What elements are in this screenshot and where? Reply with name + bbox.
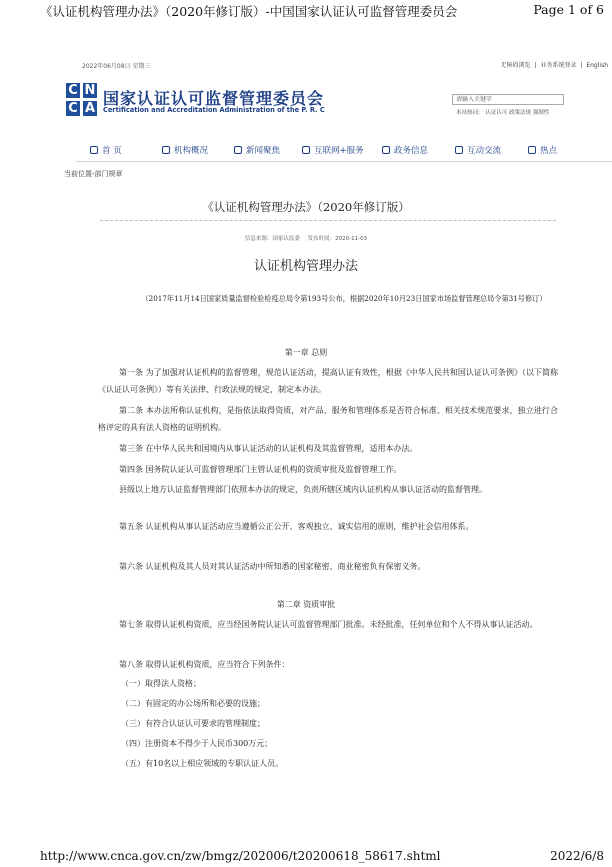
chapter-heading: 第一章 总则 (284, 348, 328, 357)
list-item: （四）注册资本不得少于人民币300万元； (121, 739, 273, 748)
nav-label: 互动交流 (467, 146, 502, 156)
logo-letter: N (84, 83, 96, 98)
nav-label: 政务信息 (394, 146, 429, 156)
hot-icon (528, 146, 536, 154)
article-paragraph: 第六条 认证机构及其人员对其认证活动中所知悉的国家秘密、商业秘密负有保密义务。 (119, 562, 426, 571)
list-item: （三）有符合认证认可要求的管理制度； (121, 719, 265, 728)
breadcrumb: 当前位置-部门规章 (64, 170, 123, 178)
article-paragraph: 第一条 为了加强对认证机构的监督管理，规范认证活动，提高认证有效性，根据《中华人民共和国认证认可条例》（以下简称《认证认可条例》）等有关法律、行政法规的规定，制定本办法。 (98, 368, 558, 394)
nav-label: 机构概况 (174, 146, 209, 156)
logo-letter: C (66, 83, 80, 98)
site-name-en: Certification and Accreditation Administration of the P. R. C (103, 106, 325, 114)
system-login-link[interactable]: 业务系统登录 (540, 62, 577, 69)
nav-interaction[interactable] (455, 144, 501, 156)
home-icon (90, 146, 98, 154)
nav-about[interactable] (162, 144, 208, 156)
building-icon (162, 146, 170, 154)
top-links (499, 60, 608, 69)
nav-internet-plus[interactable] (302, 144, 364, 156)
site-name-cn: 国家认证认可监督管理委员会 (103, 89, 325, 108)
print-page-number: Page 1 of 6 (533, 2, 604, 17)
list-item: （二）有固定的办公场所和必要的设施； (121, 699, 265, 708)
search-input[interactable]: 请输入关键字 (452, 94, 564, 105)
news-icon (234, 146, 242, 154)
article-paragraph: 第二条 本办法所称认证机构，是指依法取得资质，对产品、服务和管理体系是否符合标准、相关技术规范要求，独立进行合格评定的具有法人资格的证明机构。 (98, 406, 558, 432)
law-note: （2017年11月14日国家质量监督检验检疫总局令第193号公布，根据2020年10月23日国家市场监督管理总局令第31号修订） (141, 294, 547, 303)
site-date: 2022年06月08日 星期三 (82, 63, 151, 70)
monitor-icon (302, 146, 310, 154)
meta-source: 信息来源：国家认监委 (244, 236, 300, 242)
main-nav (76, 140, 612, 160)
flag-icon (382, 146, 390, 154)
hot-words: 本站热词： 认证认可 政策法规 强制性 (456, 110, 550, 116)
logo-letter: C (66, 101, 80, 116)
nav-gov-info[interactable] (382, 144, 428, 156)
chat-icon (455, 146, 463, 154)
nav-label: 首 页 (102, 146, 122, 156)
title-divider (100, 220, 556, 221)
nav-divider (76, 161, 612, 162)
article-paragraph: 第三条 在中华人民共和国境内从事认证活动的认证机构及其监督管理，适用本办法。 (119, 444, 418, 453)
print-footer-url[interactable]: http://www.cnca.gov.cn/zw/bmgz/202006/t20200618_58617.shtml (40, 849, 441, 863)
nav-label: 新闻聚焦 (246, 146, 281, 156)
cnca-logo[interactable] (66, 83, 98, 117)
article-paragraph: 第八条 取得认证机构资质，应当符合下列条件： (119, 660, 290, 669)
nav-home[interactable] (90, 144, 122, 156)
page-title: 《认证机构管理办法》（2020年修订版） (202, 200, 410, 214)
article-meta (0, 234, 612, 242)
nav-label: 互联网+服务 (314, 146, 364, 156)
logo-letter: A (84, 101, 96, 116)
link-divider: | (534, 62, 537, 69)
law-title: 认证机构管理办法 (253, 259, 358, 274)
list-item: （一）取得法人资格； (121, 679, 201, 688)
chapter-heading: 第二章 资质审批 (276, 600, 336, 609)
print-header-title: 《认证机构管理办法》（2020年修订版）-中国国家认证认可监督管理委员会 (40, 4, 458, 19)
accessibility-link[interactable]: 无障碍浏览 (500, 62, 531, 69)
article-paragraph: 第五条 认证机构从事认证活动应当遵循公正公开、客观独立、诚实信用的原则，维护社会信用体系。 (119, 522, 474, 531)
nav-hot[interactable] (528, 144, 557, 156)
article-paragraph: 第七条 取得认证机构资质，应当经国务院认证认可监督管理部门批准。未经批准，任何单位和个人不得从事认证活动。 (119, 620, 538, 629)
link-divider: | (580, 62, 583, 69)
meta-time: 发布时间：2020-11-03 (307, 236, 368, 242)
english-link[interactable]: English (586, 62, 608, 69)
print-footer-date: 2022/6/8 (550, 849, 604, 863)
nav-label: 热点 (540, 146, 558, 156)
list-item: （五）有10名以上相应领域的专职认证人员。 (121, 759, 284, 768)
nav-news[interactable] (234, 144, 280, 156)
article-paragraph: 第四条 国务院认证认可监督管理部门主管认证机构的资质审批及监督管理工作。 (119, 465, 402, 474)
article-paragraph: 县级以上地方认证监督管理部门依照本办法的规定，负责所辖区域内认证机构从事认证活动的监督管理。 (119, 485, 487, 494)
